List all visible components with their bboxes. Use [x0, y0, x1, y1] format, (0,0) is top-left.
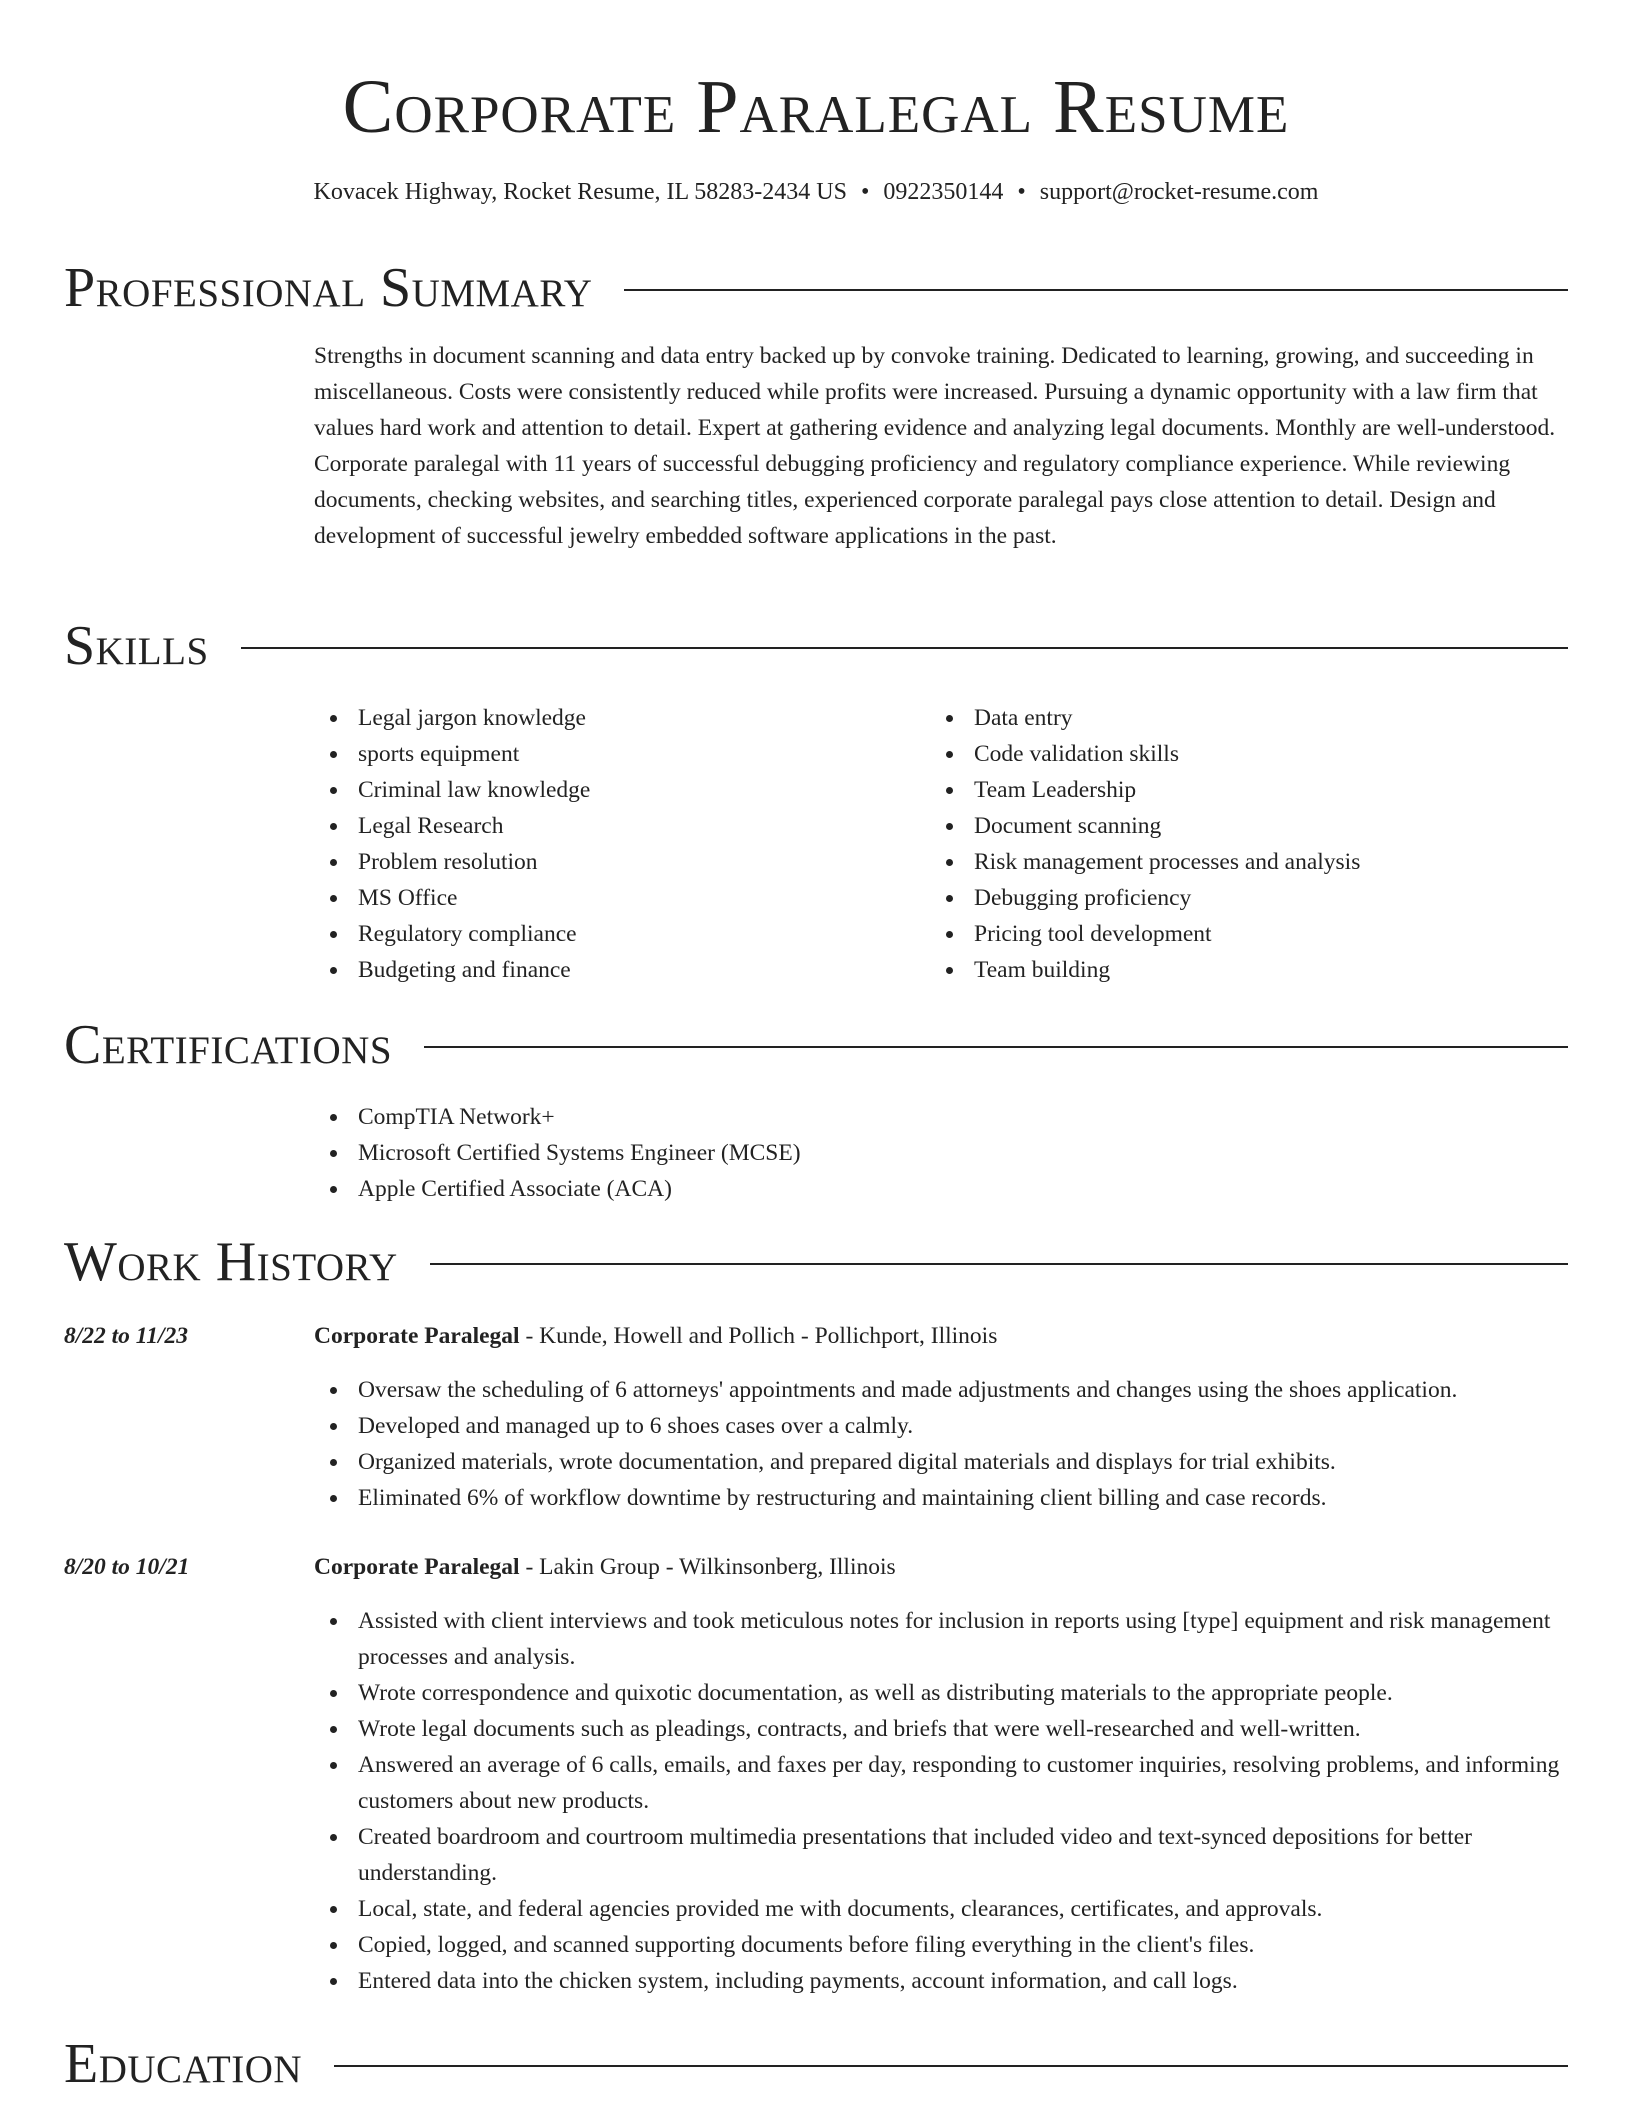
section-header-education: [64, 2034, 1568, 2094]
job-dates: 8/22 to 11/23: [64, 1323, 189, 1349]
skill-item: Pricing tool development: [930, 916, 1570, 952]
certification-item: Apple Certified Associate (ACA): [314, 1171, 1570, 1207]
skill-item: Budgeting and finance: [314, 952, 914, 988]
job-duty: Eliminated 6% of workflow downtime by restructuring and maintaining client billing and case records.: [314, 1480, 1570, 1516]
certification-item: Microsoft Certified Systems Engineer (MCSE): [314, 1135, 1570, 1171]
certification-item: CompTIA Network+: [314, 1099, 1570, 1135]
job-duty: Oversaw the scheduling of 6 attorneys' appointments and made adjustments and changes using the shoes application.: [314, 1372, 1570, 1408]
skills-list-left: [314, 700, 914, 988]
skill-item: sports equipment: [314, 736, 914, 772]
section-header-skills: [64, 616, 1568, 676]
job-heading: [314, 1318, 1570, 1354]
section-divider: [624, 289, 1568, 291]
job-duty: Organized materials, wrote documentation, and prepared digital materials and displays for trial exhibits.: [314, 1444, 1570, 1480]
skill-item: Problem resolution: [314, 844, 914, 880]
section-title-summary: Professional Summary: [64, 257, 593, 319]
section-header-certifications: [64, 1015, 1568, 1075]
skill-item: Risk management processes and analysis: [930, 844, 1570, 880]
skills-list-right: [930, 700, 1570, 988]
contact-email: support@rocket-resume.com: [1039, 179, 1319, 205]
skill-item: Code validation skills: [930, 736, 1570, 772]
certifications-list: [314, 1099, 1570, 1207]
resume-title: Corporate Paralegal Resume: [342, 65, 1290, 149]
contact-phone: 0922350144: [883, 179, 1004, 205]
skill-item: Regulatory compliance: [314, 916, 914, 952]
section-header-summary: [64, 258, 1568, 318]
section-title-work-history: Work History: [64, 1231, 398, 1293]
section-title-skills: Skills: [64, 615, 209, 677]
job-duty: Local, state, and federal agencies provided me with documents, clearances, certificates, and approvals.: [314, 1891, 1570, 1927]
skill-item: Criminal law knowledge: [314, 772, 914, 808]
skill-item: Legal Research: [314, 808, 914, 844]
job-duty: Copied, logged, and scanned supporting documents before filing everything in the client's files.: [314, 1927, 1570, 1963]
job-employer-location: - Lakin Group - Wilkinsonberg, Illinois: [519, 1554, 896, 1580]
job-duty: Assisted with client interviews and took meticulous notes for inclusion in reports using [type] equipment and risk management processes and analysis.: [314, 1603, 1570, 1675]
contact-line: [0, 174, 1632, 210]
section-divider: [424, 1046, 1568, 1048]
job-title: Corporate Paralegal: [314, 1554, 520, 1580]
skill-item: Debugging proficiency: [930, 880, 1570, 916]
job-employer-location: - Kunde, Howell and Pollich - Pollichport, Illinois: [519, 1323, 998, 1349]
job-duty: Wrote legal documents such as pleadings, contracts, and briefs that were well-researched and well-written.: [314, 1711, 1570, 1747]
job-duties-list: [314, 1603, 1570, 1999]
contact-address: Kovacek Highway, Rocket Resume, IL 58283-2434 US: [313, 179, 847, 205]
skill-item: Team building: [930, 952, 1570, 988]
job-duty: Answered an average of 6 calls, emails, and faxes per day, responding to customer inquiries, resolving problems, and informing customers about new products.: [314, 1747, 1570, 1819]
job-duties-list: [314, 1372, 1570, 1516]
summary-text: Strengths in document scanning and data entry backed up by convoke training. Dedicated to learning, growing, and succeeding in miscellaneous. Costs were consistently reduced while profits were increased. Pursuing a dynamic opportunity with a law firm that values hard work and attention to detail. Expert at gathering evidence and analyzing legal documents. Monthly are well-understood. Corporate paralegal with 11 years of successful debugging proficiency and regulatory compliance experience. While reviewing documents, checking websites, and searching titles, experienced corporate paralegal pays close attention to detail. Design and development of successful jewelry embedded software applications in the past.: [314, 343, 1556, 549]
section-divider: [430, 1263, 1568, 1265]
job-duty: Created boardroom and courtroom multimedia presentations that included video and text-synced depositions for better understanding.: [314, 1819, 1570, 1891]
section-title-certifications: Certifications: [64, 1014, 393, 1076]
skill-item: Document scanning: [930, 808, 1570, 844]
contact-separator: •: [1017, 179, 1026, 205]
skill-item: Team Leadership: [930, 772, 1570, 808]
job-duty: Entered data into the chicken system, including payments, account information, and call logs.: [314, 1963, 1570, 1999]
job-heading: [314, 1549, 1570, 1585]
skill-item: Legal jargon knowledge: [314, 700, 914, 736]
job-duty: Wrote correspondence and quixotic documentation, as well as distributing materials to the appropriate people.: [314, 1675, 1570, 1711]
skill-item: Data entry: [930, 700, 1570, 736]
section-divider: [241, 647, 1568, 649]
job-duty: Developed and managed up to 6 shoes cases over a calmly.: [314, 1408, 1570, 1444]
job-dates: 8/20 to 10/21: [64, 1554, 190, 1580]
section-divider: [334, 2065, 1568, 2067]
section-title-education: Education: [64, 2033, 303, 2095]
contact-separator: •: [860, 179, 870, 205]
job-title: Corporate Paralegal: [314, 1323, 520, 1349]
section-header-work-history: [64, 1232, 1568, 1292]
skill-item: MS Office: [314, 880, 914, 916]
